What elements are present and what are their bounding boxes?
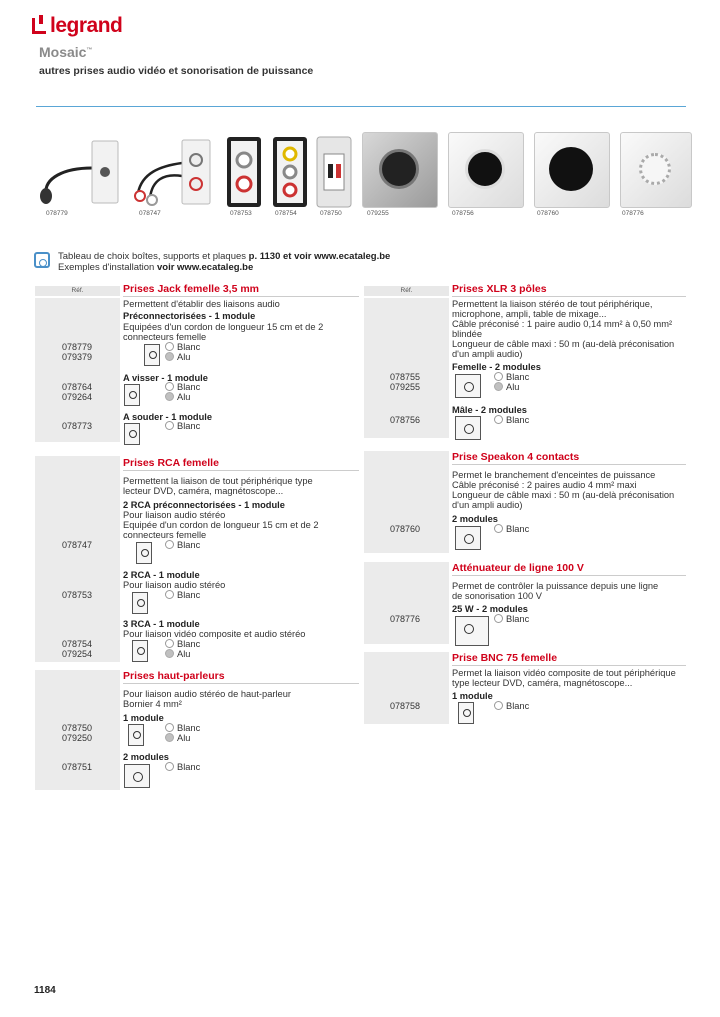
ref-number: 079379 (62, 352, 93, 362)
ref-header-right: Réf. (364, 286, 449, 296)
jack-sub2: A visser - 1 module (123, 373, 208, 383)
brand-logo (32, 14, 122, 38)
xlr-desc: microphone, ampli, table de mixage... (452, 309, 607, 319)
rca-desc: Permettent la liaison de tout périphérique type (123, 476, 313, 486)
page-number: 1184 (34, 985, 56, 996)
ref-number: 078779 (62, 342, 93, 352)
gallery-ref: 079255 (367, 210, 389, 217)
xlr-desc: Câble préconisé : 1 paire audio 0,14 mm² à 0,50 mm² (452, 319, 673, 329)
section-title-hp: Prises haut-parleurs (123, 670, 225, 682)
section-title-rca: Prises RCA femelle (123, 457, 219, 469)
finish-blanc: Blanc (494, 372, 529, 383)
gallery-ref: 078776 (622, 210, 644, 217)
gallery-ref: 078747 (139, 210, 161, 217)
product-image-3rca (272, 136, 308, 208)
rca-sub1-desc: Pour liaison audio stéréo (123, 510, 226, 520)
product-image-jack (34, 138, 122, 208)
hp-desc: Bornier 4 mm² (123, 699, 182, 709)
legrand-logo-icon (32, 18, 46, 34)
jack-sub1-desc: Equipées d'un cordon de longueur 15 cm et de 2 (123, 322, 324, 332)
bnc-desc: Permet la liaison vidéo composite de tout périphérique (452, 668, 676, 678)
ref-number: 078755 (390, 372, 421, 382)
finish-blanc: Blanc (165, 639, 200, 650)
jack-sub1: Préconnectorisées - 1 module (123, 311, 256, 321)
ref-header-left: Réf. (35, 286, 120, 296)
brand-name: legrand (50, 14, 123, 37)
speakon-desc: d'un ampli audio) (452, 500, 523, 510)
ref-number: 078747 (62, 540, 93, 550)
att-desc: Permet de contrôler la puissance depuis une ligne (452, 581, 659, 591)
product-image-attenuator (620, 132, 692, 208)
divider (452, 575, 686, 576)
finish-blanc: Blanc (165, 342, 200, 353)
header-divider (36, 106, 686, 107)
xlr-desc: blindée (452, 329, 482, 339)
divider (123, 470, 359, 471)
product-image-speakon (534, 132, 610, 208)
finish-blanc: Blanc (165, 421, 200, 432)
bnc-sub1: 1 module (452, 691, 493, 701)
product-image-xlr-alu (362, 132, 438, 208)
range-title: Mosaic™ (39, 44, 93, 60)
ref-band (364, 451, 449, 553)
ref-number: 078760 (390, 524, 421, 534)
ref-number: 078756 (390, 415, 421, 425)
finish-alu: Alu (165, 649, 190, 660)
xlr-sub2: Mâle - 2 modules (452, 405, 527, 415)
hp-sub1: 1 module (123, 713, 164, 723)
section-title-speakon: Prise Speakon 4 contacts (452, 451, 580, 463)
ref-number: 078758 (390, 701, 421, 711)
gallery-ref: 078750 (320, 210, 342, 217)
product-image-2rca (226, 136, 262, 208)
finish-blanc: Blanc (165, 762, 200, 773)
xlr-sub1: Femelle - 2 modules (452, 362, 541, 372)
rca-sub3: 3 RCA - 1 module (123, 619, 200, 629)
divider (452, 665, 686, 666)
finish-blanc: Blanc (494, 524, 529, 535)
rca-sub2: 2 RCA - 1 module (123, 570, 200, 580)
finish-alu: Alu (165, 733, 190, 744)
section-title-xlr: Prises XLR 3 pôles (452, 283, 547, 295)
rca-sub3-desc: Pour liaison vidéo composite et audio stéréo (123, 629, 306, 639)
section-title-bnc: Prise BNC 75 femelle (452, 652, 558, 664)
finish-blanc: Blanc (165, 723, 200, 734)
ref-band (364, 562, 449, 644)
product-icon (132, 592, 148, 614)
finish-blanc: Blanc (165, 382, 200, 393)
section-title-jack: Prises Jack femelle 3,5 mm (123, 283, 260, 295)
product-icon (136, 542, 152, 564)
rca-desc: lecteur DVD, caméra, magnétoscope... (123, 486, 284, 496)
ref-number: 079264 (62, 392, 93, 402)
product-icon (132, 640, 148, 662)
info-note: Tableau de choix boîtes, supports et plaques p. 1130 et voir www.ecataleg.be Exemples d'installation voir www.ecataleg.be (34, 251, 390, 273)
ref-number: 078773 (62, 421, 93, 431)
hp-sub2: 2 modules (123, 752, 169, 762)
xlr-desc: d'un ampli audio) (452, 349, 523, 359)
gallery-ref: 078760 (537, 210, 559, 217)
xlr-desc: Permettent la liaison stéréo de tout périphérique, (452, 299, 653, 309)
att-desc: de sonorisation 100 V (452, 591, 542, 601)
ref-number: 079255 (390, 382, 421, 392)
hp-desc: Pour liaison audio stéréo de haut-parleur (123, 689, 291, 699)
finish-blanc: Blanc (494, 701, 529, 712)
divider (123, 683, 359, 684)
section-title-attenuator: Atténuateur de ligne 100 V (452, 562, 584, 574)
page-subtitle: autres prises audio vidéo et sonorisation de puissance (39, 65, 314, 77)
finish-alu: Alu (494, 382, 519, 393)
finish-alu: Alu (165, 392, 190, 403)
ref-number: 078776 (390, 614, 421, 624)
link-catalog[interactable]: p. 1130 et voir www.ecataleg.be (248, 251, 391, 262)
ref-number: 078750 (62, 723, 93, 733)
link-examples[interactable]: voir www.ecataleg.be (156, 262, 254, 273)
gallery-ref: 078756 (452, 210, 474, 217)
ref-number: 078764 (62, 382, 93, 392)
speakon-sub1: 2 modules (452, 514, 498, 524)
speakon-desc: Câble préconisé : 2 paires audio 4 mm² maxi (452, 480, 637, 490)
ref-number: 078753 (62, 590, 93, 600)
att-sub1: 25 W - 2 modules (452, 604, 528, 614)
bnc-desc: type lecteur DVD, caméra, magnétoscope... (452, 678, 633, 688)
finish-blanc: Blanc (165, 540, 200, 551)
speakon-desc: Permet le branchement d'enceintes de puissance (452, 470, 656, 480)
gallery-ref: 078754 (275, 210, 297, 217)
jack-sub3: A souder - 1 module (123, 412, 213, 422)
product-icon (144, 344, 160, 366)
divider (452, 296, 686, 297)
jack-sub1-desc: connecteurs femelle (123, 332, 207, 342)
product-image-xlr-male (448, 132, 524, 208)
finish-blanc: Blanc (494, 415, 529, 426)
ref-band (364, 652, 449, 724)
ref-number: 078754 (62, 639, 93, 649)
ref-number: 078751 (62, 762, 93, 772)
gallery-ref: 078779 (46, 210, 68, 217)
divider (123, 296, 359, 297)
product-image-rca-cable (130, 138, 214, 208)
divider (452, 464, 686, 465)
jack-desc: Permettent d'établir des liaisons audio (123, 299, 280, 309)
ref-number: 079254 (62, 649, 93, 659)
ref-number: 079250 (62, 733, 93, 743)
finish-blanc: Blanc (165, 590, 200, 601)
product-image-speaker (316, 136, 352, 208)
catalog-icon (34, 252, 50, 268)
product-icon (458, 702, 474, 724)
finish-alu: Alu (165, 352, 190, 363)
speakon-desc: Longueur de câble maxi : 50 m (au-delà préconisation (452, 490, 675, 500)
gallery-ref: 078753 (230, 210, 252, 217)
xlr-desc: Longueur de câble maxi : 50 m (au-delà préconisation (452, 339, 675, 349)
rca-sub1-desc: Equipée d'un cordon de longueur 15 cm et de 2 (123, 520, 319, 530)
rca-sub2-desc: Pour liaison audio stéréo (123, 580, 226, 590)
rca-sub1: 2 RCA préconnectorisées - 1 module (123, 500, 285, 510)
product-icon (455, 616, 489, 646)
ref-band (35, 456, 120, 662)
finish-blanc: Blanc (494, 614, 529, 625)
rca-sub1-desc: connecteurs femelle (123, 530, 207, 540)
